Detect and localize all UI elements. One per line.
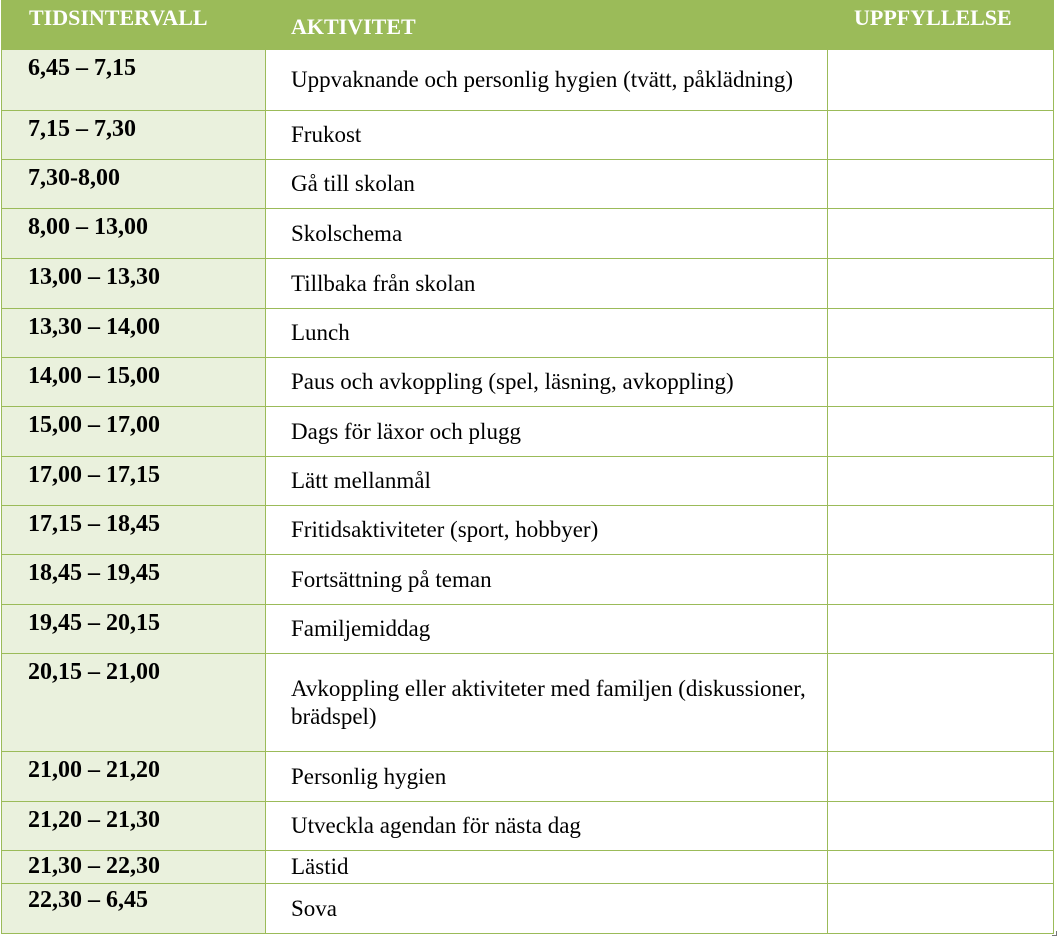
time-interval-cell: 17,15 – 18,45: [2, 506, 266, 555]
table-row: [2, 752, 1054, 802]
table-row: [2, 506, 1054, 555]
table-row: [2, 802, 1054, 851]
table-row: [2, 50, 1054, 111]
activity-cell: Dags för läxor och plugg: [266, 407, 828, 457]
activity-cell: Utveckla agendan för nästa dag: [266, 802, 828, 851]
table-row: [2, 309, 1054, 358]
header-row: [2, 1, 1054, 50]
table-row: [2, 457, 1054, 506]
activity-cell: Gå till skolan: [266, 160, 828, 209]
time-interval-cell: 21,20 – 21,30: [2, 802, 266, 851]
time-interval-cell: 13,00 – 13,30: [2, 259, 266, 309]
fulfillment-cell[interactable]: [828, 802, 1054, 851]
activity-cell: Lätt mellanmål: [266, 457, 828, 506]
activity-cell: Lästid: [266, 851, 828, 884]
activity-cell: Fritidsaktiviteter (sport, hobbyer): [266, 506, 828, 555]
activity-cell: Avkoppling eller aktiviteter med familjen (diskussioner, brädspel): [266, 654, 828, 752]
fulfillment-cell[interactable]: [828, 605, 1054, 654]
fulfillment-cell[interactable]: [828, 358, 1054, 407]
header-time-interval: TIDSINTERVALL: [2, 1, 266, 50]
table-row: [2, 884, 1054, 934]
table-row: [2, 654, 1054, 752]
table-row: [2, 259, 1054, 309]
table-row: [2, 555, 1054, 605]
time-interval-cell: 21,30 – 22,30: [2, 851, 266, 884]
table-row: [2, 851, 1054, 884]
table-row: [2, 605, 1054, 654]
fulfillment-cell[interactable]: [828, 209, 1054, 259]
header-activity: AKTIVITET: [266, 1, 828, 50]
fulfillment-cell[interactable]: [828, 50, 1054, 111]
fulfillment-cell[interactable]: [828, 884, 1054, 934]
fulfillment-cell[interactable]: [828, 407, 1054, 457]
fulfillment-cell[interactable]: [828, 851, 1054, 884]
time-interval-cell: 17,00 – 17,15: [2, 457, 266, 506]
fulfillment-cell[interactable]: [828, 309, 1054, 358]
fulfillment-cell[interactable]: [828, 654, 1054, 752]
time-interval-cell: 15,00 – 17,00: [2, 407, 266, 457]
activity-cell: Frukost: [266, 111, 828, 160]
time-interval-cell: 7,15 – 7,30: [2, 111, 266, 160]
fulfillment-cell[interactable]: [828, 457, 1054, 506]
fulfillment-cell[interactable]: [828, 259, 1054, 309]
activity-cell: Paus och avkoppling (spel, läsning, avkoppling): [266, 358, 828, 407]
activity-cell: Lunch: [266, 309, 828, 358]
fulfillment-cell[interactable]: [828, 752, 1054, 802]
time-interval-cell: 6,45 – 7,15: [2, 50, 266, 111]
table-row: [2, 111, 1054, 160]
time-interval-cell: 14,00 – 15,00: [2, 358, 266, 407]
fulfillment-cell[interactable]: [828, 506, 1054, 555]
table-row: [2, 407, 1054, 457]
time-interval-cell: 21,00 – 21,20: [2, 752, 266, 802]
time-interval-cell: 8,00 – 13,00: [2, 209, 266, 259]
activity-cell: Familjemiddag: [266, 605, 828, 654]
activity-cell: Fortsättning på teman: [266, 555, 828, 605]
table-row: [2, 160, 1054, 209]
activity-cell: Tillbaka från skolan: [266, 259, 828, 309]
table-header: [2, 1, 1054, 50]
activity-cell: Sova: [266, 884, 828, 934]
time-interval-cell: 22,30 – 6,45: [2, 884, 266, 934]
schedule-table: [1, 0, 1054, 934]
activity-cell: Personlig hygien: [266, 752, 828, 802]
time-interval-cell: 20,15 – 21,00: [2, 654, 266, 752]
fulfillment-cell[interactable]: [828, 111, 1054, 160]
time-interval-cell: 7,30-8,00: [2, 160, 266, 209]
page-corner-mark: [1052, 931, 1057, 936]
header-fulfillment: UPPFYLLELSE: [828, 1, 1054, 50]
activity-cell: Uppvaknande och personlig hygien (tvätt, påklädning): [266, 50, 828, 111]
table-row: [2, 358, 1054, 407]
time-interval-cell: 19,45 – 20,15: [2, 605, 266, 654]
table-body: [2, 50, 1054, 934]
fulfillment-cell[interactable]: [828, 160, 1054, 209]
time-interval-cell: 18,45 – 19,45: [2, 555, 266, 605]
time-interval-cell: 13,30 – 14,00: [2, 309, 266, 358]
fulfillment-cell[interactable]: [828, 555, 1054, 605]
activity-cell: Skolschema: [266, 209, 828, 259]
table-row: [2, 209, 1054, 259]
